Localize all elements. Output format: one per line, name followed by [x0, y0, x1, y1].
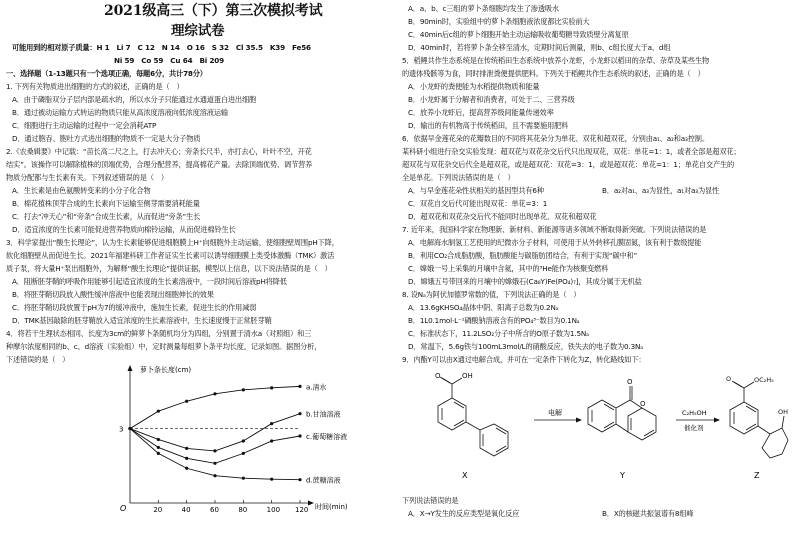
- q2-stem-line1: 2.《农桑辑要》中记载：“苗长高二尺之上，打去冲天心；旁条长尺半，亦打去心，叶叶不空，开花: [6, 147, 312, 156]
- x-tick-label: 20: [153, 506, 163, 514]
- q2-stem-line2: 结实”。该操作可以解除植株的顶端优势，合理分配营养，提高棉花产量。去除顶端优势、调节营养: [6, 160, 313, 169]
- svg-text:O: O: [627, 378, 633, 386]
- q6-stem-line1: 6．依据早金莲花朵的花瓣数目的不同将其花朵分为单花、双花和超双花，分别由a₁、a₂和a₃控制。: [402, 134, 709, 143]
- q4-option-b: B．90min时，实验组中的萝卜条细胞液浓度都比实验前大: [408, 17, 590, 26]
- data-point: [298, 434, 301, 437]
- reaction-scheme: [402, 368, 790, 492]
- data-point: [157, 446, 160, 449]
- label-x: X: [462, 471, 468, 480]
- q7-option-c: C．嫦娥一号上采集的月壤中含氦，其中的³He能作为核聚变燃料: [408, 264, 609, 273]
- svg-text:O: O: [640, 400, 646, 408]
- data-point: [270, 439, 273, 442]
- arrow2-top-label: C₂H₅OH: [682, 409, 707, 417]
- series-label: a.清水: [306, 383, 327, 392]
- data-point: [242, 452, 245, 455]
- q3-option-d: D．TMK基因敲除的胚芽鞘放入适宜浓度的生长素溶液中，生长速度慢于正常胚芽鞘: [12, 316, 272, 325]
- radish-length-chart: [110, 363, 392, 515]
- q6-option-b: B．a₂对a₁、a₃为显性，a₁对a₃为显性: [602, 186, 720, 195]
- data-point: [242, 388, 245, 391]
- data-point: [213, 392, 216, 395]
- electrolysis-arrowhead: [576, 418, 582, 423]
- data-point: [213, 462, 216, 465]
- data-point: [270, 478, 273, 481]
- data-point: [157, 452, 160, 455]
- q5-option-c: C．放养小龙虾后，提高营养级间能量传递效率: [408, 108, 554, 117]
- data-point: [270, 386, 273, 389]
- q7-option-d: D．嫦娥五号带回来的月壤中的嫦娥石(Ca₈Y)Fe(PO₄)₇]，其成分属于无机盐: [408, 277, 642, 286]
- q8-stem: 8. 设Nₐ为阿伏加德罗常数的值，下列说法正确的是（ ）: [402, 290, 581, 299]
- q4-option-a: A．a、b、c三组的萝卜条细胞均发生了渗透吸水: [408, 4, 559, 13]
- molecule-z-structure: [730, 381, 788, 458]
- q4-option-c: C．40min后c组的萝卜细胞开始主动运输吸收葡萄糖导致质壁分离复原: [408, 30, 629, 39]
- q6-option-a: A．与早金莲花朵性状相关的基因型共有6种: [408, 186, 544, 195]
- arrow1-label: 电解: [548, 409, 562, 417]
- molecule-x-structure: [438, 377, 508, 456]
- q1-option-a: A．由于磷脂双分子层内部是疏水的，所以水分子只能通过水通道蛋白进出细胞: [12, 95, 257, 104]
- series-label: c.葡萄糖溶液: [306, 433, 348, 441]
- q2-option-d: D．适宜浓度的生长素可能促进营养物质向棉铃运输，从而促进棉铃生长: [12, 225, 236, 234]
- chart-origin-label: O: [120, 504, 127, 513]
- data-point: [298, 385, 301, 388]
- q5-stem-line2: 的遗体残骸等为食，同时排泄粪便提供肥料。下列关于稻鲤共作生态系统的叙述，正确的是（ ）: [402, 69, 705, 78]
- section-heading: 一、选择题（1-13题只有一个选项正确，每题6分，共计78分）: [6, 69, 207, 78]
- series-label: b.甘油溶液: [306, 410, 341, 419]
- x-tick-label: 120: [295, 506, 309, 514]
- data-point: [242, 439, 245, 442]
- svg-text:OH: OH: [778, 408, 789, 416]
- q7-option-b: B．利用CO₂合成脂肪酸，脂肪酸能与碳脂肪团结合，有利于实现“碳中和”: [408, 251, 638, 260]
- data-point: [185, 457, 188, 460]
- data-point: [270, 422, 273, 425]
- q1-stem: 1. 下列有关物质进出细胞的方式的叙述，正确的是（ ）: [6, 82, 184, 91]
- label-y: Y: [620, 471, 625, 480]
- molecule-y-structure: [588, 386, 656, 440]
- svg-text:O: O: [435, 372, 441, 380]
- q2-stem-line3: 物质分配都与生长素有关。下列叙述错误的是（ ）: [6, 173, 168, 182]
- q2-option-c: C．打去“冲天心”和“旁条”合成生长素，从而促进“旁条”生长: [12, 212, 201, 221]
- q2-option-b: B．棉花植株顶芽合成的生长素向下运输至侧芽需要消耗能量: [12, 199, 200, 208]
- chart-xlabel: 时间(min): [315, 503, 348, 511]
- data-point: [213, 449, 216, 452]
- q1-option-c: C．细胞进行主动运输的过程中一定会消耗ATP: [12, 121, 157, 130]
- data-point: [128, 427, 131, 430]
- q5-option-b: B．小龙虾属于分解者和消费者，可处于二、三营养级: [408, 95, 575, 104]
- q6-option-d: D．超双花和双花杂交后代不能同时出现单花、双花和超双花: [408, 212, 597, 221]
- atomic-masses-line1: 可能用到的相对原子质量：H 1 Li 7 C 12 N 14 O 16 S 32 Cl 35.5 K39 Fe56: [12, 43, 311, 52]
- q6-stem-line4: 全是单花。下列说法错误的是（ ）: [402, 173, 515, 182]
- label-z: Z: [754, 471, 760, 480]
- q8-option-c: C．标准状态下，11.2LSO₂分子中所含的O原子数为1.5Nₐ: [408, 329, 589, 338]
- q3-stem-line2: 软化细胞壁从而促进生长。2021年福建科研工作者证实生长素可以诱导细胞膜上类受体激酶（TMK）激活: [6, 251, 335, 260]
- q3-option-b: B．将胚芽鞘切段放入酸性缓冲溶液中也能表现出细胞伸长的效果: [12, 290, 214, 299]
- q3-option-c: C．将胚芽鞘切段放置于pH为7的缓冲液中，施加生长素，促进生长的作用减弱: [12, 303, 257, 312]
- q9-question: 下列说法错误的是: [402, 496, 459, 505]
- y-axis-arrow: [128, 365, 133, 371]
- q3-stem-line3: 质子泵，将大量H⁺泵出细胞外，为解释“酸生长理论”提供证据，模型以上信息，以下说法错误的是（ ）: [6, 264, 332, 273]
- x-tick-label: 100: [266, 506, 281, 514]
- data-point: [298, 478, 301, 481]
- q9-option-b: B．X的核磁共振氢谱有8组峰: [602, 509, 694, 518]
- x-tick-label: 40: [181, 506, 191, 514]
- q6-stem-line3: 超双花与双花杂交后代全是超双花，或是超双花：双花=3：1，或是超双花：单花=1：1；单花自交产生的: [402, 160, 735, 169]
- q5-stem-line1: 5．稻鲤共作生态系统是在传统稻田生态系统中放养小龙虾，小龙虾以稻田的杂草、杂草及某些生物: [402, 56, 710, 65]
- data-point: [213, 474, 216, 477]
- q6-option-c: C．双花自交后代可能出现双花：单花=3：1: [408, 199, 548, 208]
- q8-option-d: D．常温下，5.6g铁与100mL3mol/L的硝酸反应，铁失去的电子数为0.3Nₐ: [408, 342, 643, 351]
- data-point: [185, 467, 188, 470]
- data-point: [185, 447, 188, 450]
- q4-stem-line2: 种摩尔浓度相同的b、c、d溶液（实验组）中，定时测量每组萝卜条平均长度，记录如图。据图分析，: [6, 342, 322, 351]
- y-tick-label: 3: [119, 425, 124, 434]
- q8-option-a: A．13.6gKHSO₄晶体中阴、阳离子总数为0.2Nₐ: [408, 303, 559, 312]
- q4-stem-line3: 下述错误的是（ ）: [6, 355, 70, 364]
- series-line-3: [130, 429, 300, 464]
- q5-option-a: A．小龙虾的粪便能为水稻提供物质和能量: [408, 82, 540, 91]
- q7-option-a: A．电解海水制氢工艺使用的纪微亦分子材料，可使用于从外转移孔膜固氮，该有利于数级提能: [408, 238, 702, 247]
- exam-subtitle: 理综试卷: [171, 23, 225, 39]
- series-label: d.蔗糖溶液: [306, 476, 341, 485]
- molecule-x-atom-labels: [435, 372, 473, 380]
- x-axis-arrow: [308, 501, 314, 506]
- q9-option-a: A．X→Y发生的反应类型是氧化反应: [408, 509, 520, 518]
- q6-stem-line2: 某科研小组进行杂交实验发现：超双花与双花杂交后代只出现双花，双花：单花=1：1，或者全部是超双花；: [402, 147, 741, 156]
- x-tick-label: 80: [238, 506, 248, 514]
- arrow2-bottom-label: 催化剂: [684, 424, 704, 432]
- q5-option-d: D．输出的有机物高于传统稻田，且不需要施用肥料: [408, 121, 569, 130]
- data-point: [298, 412, 301, 415]
- q1-option-d: D．通过胞吞、胞吐方式进出细胞的物质不一定是大分子物质: [12, 134, 201, 143]
- q3-option-a: A．阻断胚芽鞘的呼吸作用能够引起适宜浓度的生长素溶液中，一段时间后溶液pH将降低: [12, 277, 287, 286]
- svg-text:O: O: [726, 375, 732, 383]
- svg-text:OH: OH: [462, 372, 473, 380]
- atomic-masses-line2: Ni 59 Co 59 Cu 64 Bi 209: [114, 56, 225, 65]
- data-point: [157, 438, 160, 441]
- q4-option-d: D．40min时，若将萝卜条全移至清水，定期时间后测量，则b、c组长度大于a、d组: [408, 43, 671, 52]
- x-tick-label: 60: [210, 506, 219, 514]
- q7-stem: 7. 近年来，我国科学家在物理新、新材料、新能源等诸多领域不断取得新突破。下列说法错误的是: [402, 225, 707, 234]
- q3-stem-line1: 3．科学家提出“酸生长理论”，认为生长素能够促进细胞膜上H⁺向细胞外主动运输，使细胞壁周围pH下降，: [6, 238, 339, 247]
- q2-option-a: A．生长素是由色氨酸转变来的小分子化合物: [12, 186, 151, 195]
- q8-option-b: B．1L0.1mol·L⁻¹磷酸钠溶液含有的PO₄³⁻数目为0.1Nₐ: [408, 316, 580, 325]
- series-line-4: [130, 429, 300, 480]
- chart-ylabel: 萝卜条长度(cm): [140, 366, 192, 374]
- exam-title: 2021级高三（下）第三次模拟考试: [104, 3, 323, 19]
- q1-option-b: B．通过被动运输方式转运的物质只能从高浓度溶液向低浓度溶液运输: [12, 108, 228, 117]
- ethanol-arrowhead: [714, 418, 720, 423]
- data-point: [157, 410, 160, 413]
- q9-stem: 9．内酯Y可以由X通过电解合成，并可在一定条件下转化为Z，转化路线如下：: [402, 355, 646, 364]
- data-point: [242, 477, 245, 480]
- svg-text:OC₂H₅: OC₂H₅: [754, 376, 774, 384]
- data-point: [185, 400, 188, 403]
- q4-stem-line1: 4．将若干生理状态相同、长度为3cm的鲜萝卜条随机均分为四组，分别置于清水a（对照组）和三: [6, 329, 312, 338]
